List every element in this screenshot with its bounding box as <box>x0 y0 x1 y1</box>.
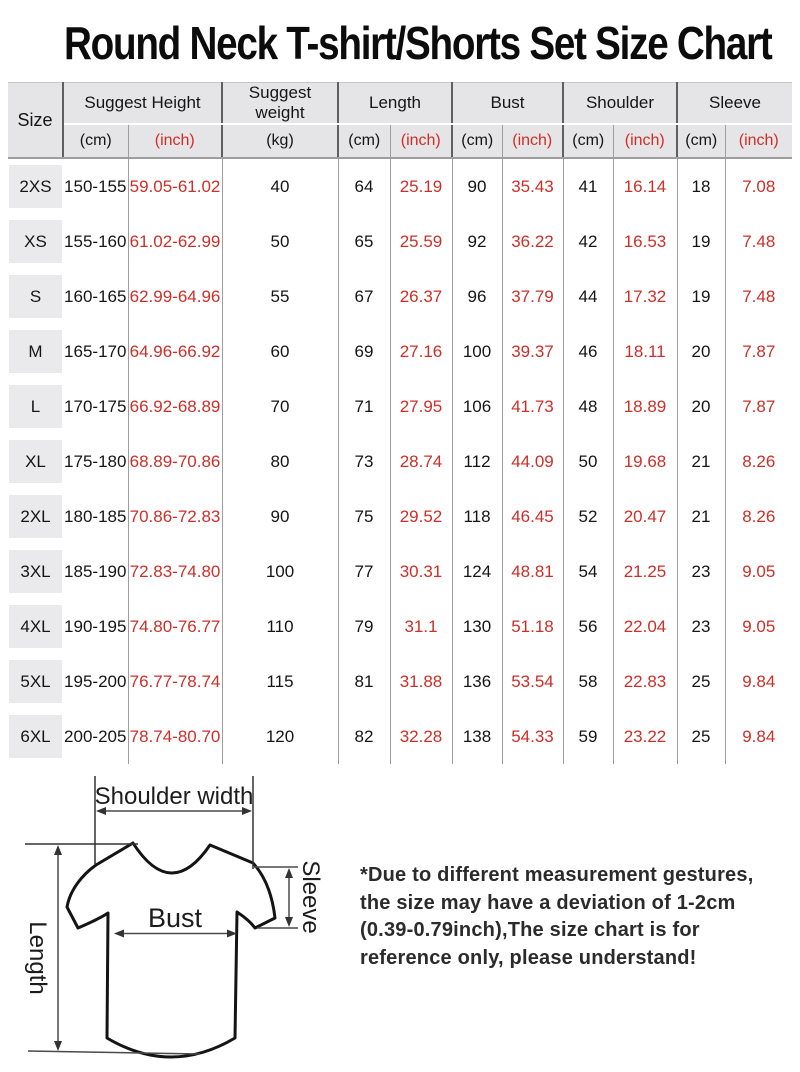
table-row <box>8 654 792 709</box>
value-cell: 39.37 <box>502 324 563 379</box>
table-row <box>8 434 792 489</box>
value-cell: 48.81 <box>502 544 563 599</box>
value-cell: 21 <box>677 489 725 544</box>
size-cell <box>8 709 63 764</box>
value-cell: 21.25 <box>613 544 677 599</box>
length-label: Length <box>24 921 51 995</box>
column-group-length: Length <box>338 83 452 125</box>
size-label: 4XL <box>9 605 62 648</box>
value-cell: 18.11 <box>613 324 677 379</box>
column-group-shoulder: Shoulder <box>563 83 677 125</box>
value-cell: 155-160 <box>64 231 127 251</box>
table-body <box>8 158 792 764</box>
value-cell: 112 <box>452 434 502 489</box>
sleeve-arrowhead-bottom <box>285 917 293 927</box>
value-cell: 9.05 <box>725 599 792 654</box>
size-label: XL <box>9 440 62 483</box>
value-cell: 9.05 <box>725 544 792 599</box>
unit-header: (inch) <box>613 124 677 158</box>
value-cell: 42 <box>563 214 613 269</box>
size-cell <box>8 379 63 434</box>
size-label: 2XL <box>9 495 62 538</box>
size-cell <box>8 599 63 654</box>
size-label: 6XL <box>9 715 62 758</box>
value-cell: 180-185 <box>64 506 127 526</box>
value-cell: 59.05-61.02 <box>128 158 222 214</box>
unit-header: (inch) <box>390 124 452 158</box>
value-cell: 73 <box>338 434 390 489</box>
value-cell: 44 <box>563 269 613 324</box>
value-cell: 30.31 <box>390 544 452 599</box>
size-table <box>8 82 792 764</box>
value-cell: 175-180 <box>64 451 127 471</box>
size-cell <box>8 434 63 489</box>
value-cell: 96 <box>452 269 502 324</box>
value-cell: 20 <box>677 379 725 434</box>
value-cell: 18 <box>677 158 725 214</box>
value-cell: 23.22 <box>613 709 677 764</box>
value-cell: 56 <box>563 599 613 654</box>
value-cell: 200-205 <box>64 726 127 746</box>
value-cell: 16.14 <box>613 158 677 214</box>
value-cell: 19.68 <box>613 434 677 489</box>
unit-header: (inch) <box>502 124 563 158</box>
value-cell: 26.37 <box>390 269 452 324</box>
value-cell: 67 <box>338 269 390 324</box>
table-row <box>8 379 792 434</box>
unit-header: (cm) <box>338 124 390 158</box>
size-label: 2XS <box>9 165 62 208</box>
size-label: 3XL <box>9 550 62 593</box>
value-cell: 71 <box>338 379 390 434</box>
value-cell: 9.84 <box>725 654 792 709</box>
value-cell: 55 <box>222 269 338 324</box>
units-row <box>8 124 792 158</box>
value-cell: 51.18 <box>502 599 563 654</box>
value-cell: 165-170 <box>64 341 127 361</box>
value-cell: 46.45 <box>502 489 563 544</box>
value-cell: 60 <box>222 324 338 379</box>
table-row <box>8 489 792 544</box>
value-cell: 68.89-70.86 <box>128 434 222 489</box>
value-cell: 44.09 <box>502 434 563 489</box>
value-cell: 9.84 <box>725 709 792 764</box>
value-cell: 190-195 <box>64 616 127 636</box>
table-row <box>8 158 792 214</box>
value-cell: 78.74-80.70 <box>128 709 222 764</box>
value-cell: 40 <box>222 158 338 214</box>
unit-header: (cm) <box>677 124 725 158</box>
value-cell: 36.22 <box>502 214 563 269</box>
value-cell: 8.26 <box>725 489 792 544</box>
table-row <box>8 709 792 764</box>
note-line: the size may have a deviation of 1-2cm <box>360 891 736 914</box>
size-label: S <box>9 275 62 318</box>
value-cell: 62.99-64.96 <box>128 269 222 324</box>
value-cell: 75 <box>338 489 390 544</box>
value-cell: 70.86-72.83 <box>128 489 222 544</box>
value-cell: 52 <box>563 489 613 544</box>
length-arrowhead-top <box>54 845 62 855</box>
value-cell: 170-175 <box>64 396 127 416</box>
value-cell: 17.32 <box>613 269 677 324</box>
value-cell: 80 <box>222 434 338 489</box>
bust-label: Bust <box>147 903 203 933</box>
value-cell: 25.59 <box>390 214 452 269</box>
value-cell: 64 <box>338 158 390 214</box>
value-cell: 100 <box>222 544 338 599</box>
value-cell: 32.28 <box>390 709 452 764</box>
unit-header: (inch) <box>128 124 222 158</box>
value-cell: 130 <box>452 599 502 654</box>
column-header-size: Size <box>8 83 63 159</box>
value-cell: 120 <box>222 709 338 764</box>
value-cell: 31.1 <box>390 599 452 654</box>
size-label: XS <box>9 220 62 263</box>
value-cell: 22.04 <box>613 599 677 654</box>
size-label: M <box>9 330 62 373</box>
value-cell: 25 <box>677 654 725 709</box>
value-cell: 110 <box>222 599 338 654</box>
value-cell: 59 <box>563 709 613 764</box>
value-cell: 92 <box>452 214 502 269</box>
sleeve-arrowhead-top <box>285 868 293 878</box>
value-cell: 79 <box>338 599 390 654</box>
value-cell: 20.47 <box>613 489 677 544</box>
value-cell: 54.33 <box>502 709 563 764</box>
column-group-suggest-height: Suggest Height <box>63 83 222 125</box>
table-row <box>8 269 792 324</box>
value-cell: 7.08 <box>725 158 792 214</box>
size-cell <box>8 158 63 214</box>
value-cell: 77 <box>338 544 390 599</box>
value-cell: 90 <box>222 489 338 544</box>
note-line: *Due to different measurement gestures, <box>360 864 754 886</box>
unit-header: (cm) <box>563 124 613 158</box>
value-cell: 46 <box>563 324 613 379</box>
value-cell: 41 <box>563 158 613 214</box>
value-cell: 118 <box>452 489 502 544</box>
value-cell: 115 <box>222 654 338 709</box>
value-cell: 65 <box>338 214 390 269</box>
value-cell: 21 <box>677 434 725 489</box>
value-cell: 7.87 <box>725 379 792 434</box>
unit-header: (cm) <box>452 124 502 158</box>
value-cell: 23 <box>677 544 725 599</box>
note-line: (0.39-0.79inch),The size chart is for <box>360 919 700 941</box>
value-cell: 7.48 <box>725 269 792 324</box>
tshirt-measurement-diagram <box>0 770 348 1072</box>
shoulder-width-label: Shoulder width <box>94 783 254 810</box>
size-cell <box>8 544 63 599</box>
value-cell: 61.02-62.99 <box>128 214 222 269</box>
disclaimer-note <box>348 770 790 1072</box>
page-title: Round Neck T-shirt/Shorts Set Size Chart <box>64 17 772 69</box>
column-group-bust: Bust <box>452 83 563 125</box>
bust-arrowhead-left <box>114 930 124 938</box>
sleeve-label: Sleeve <box>297 860 324 934</box>
value-cell: 54 <box>563 544 613 599</box>
value-cell: 31.88 <box>390 654 452 709</box>
value-cell: 195-200 <box>64 671 127 691</box>
value-cell: 50 <box>563 434 613 489</box>
value-cell: 18.89 <box>613 379 677 434</box>
size-label: 5XL <box>9 660 62 703</box>
value-cell: 48 <box>563 379 613 434</box>
value-cell: 53.54 <box>502 654 563 709</box>
value-cell: 25.19 <box>390 158 452 214</box>
value-cell: 185-190 <box>64 561 127 581</box>
value-cell: 19 <box>677 269 725 324</box>
value-cell: 72.83-74.80 <box>128 544 222 599</box>
value-cell: 16.53 <box>613 214 677 269</box>
value-cell: 35.43 <box>502 158 563 214</box>
unit-header: (cm) <box>63 124 128 158</box>
column-group-suggest-weight: Suggest weight <box>222 83 338 125</box>
size-cell <box>8 214 63 269</box>
value-cell: 106 <box>452 379 502 434</box>
value-cell: 7.48 <box>725 214 792 269</box>
table-row <box>8 214 792 269</box>
value-cell: 90 <box>452 158 502 214</box>
table-row <box>8 599 792 654</box>
size-cell <box>8 654 63 709</box>
value-cell: 76.77-78.74 <box>128 654 222 709</box>
value-cell: 136 <box>452 654 502 709</box>
value-cell: 29.52 <box>390 489 452 544</box>
value-cell: 100 <box>452 324 502 379</box>
table-header <box>8 83 792 159</box>
note-line: reference only, please understand! <box>360 946 697 969</box>
value-cell: 66.92-68.89 <box>128 379 222 434</box>
value-cell: 19 <box>677 214 725 269</box>
length-arrowhead-bottom <box>54 1041 62 1051</box>
size-cell <box>8 324 63 379</box>
value-cell: 41.73 <box>502 379 563 434</box>
unit-header: (kg) <box>222 124 338 158</box>
tshirt-outline <box>67 843 275 1057</box>
length-guide-bottom <box>28 1051 200 1054</box>
value-cell: 22.83 <box>613 654 677 709</box>
value-cell: 64.96-66.92 <box>128 324 222 379</box>
value-cell: 124 <box>452 544 502 599</box>
value-cell: 69 <box>338 324 390 379</box>
size-cell <box>8 269 63 324</box>
value-cell: 138 <box>452 709 502 764</box>
value-cell: 70 <box>222 379 338 434</box>
value-cell: 58 <box>563 654 613 709</box>
value-cell: 25 <box>677 709 725 764</box>
table-row <box>8 544 792 599</box>
value-cell: 7.87 <box>725 324 792 379</box>
value-cell: 160-165 <box>64 286 127 306</box>
unit-header: (inch) <box>725 124 792 158</box>
value-cell: 81 <box>338 654 390 709</box>
column-group-sleeve: Sleeve <box>677 83 792 125</box>
value-cell: 8.26 <box>725 434 792 489</box>
value-cell: 27.16 <box>390 324 452 379</box>
value-cell: 20 <box>677 324 725 379</box>
value-cell: 28.74 <box>390 434 452 489</box>
size-label: L <box>9 385 62 428</box>
value-cell: 37.79 <box>502 269 563 324</box>
table-row <box>8 324 792 379</box>
measurement-section <box>0 770 800 1072</box>
value-cell: 50 <box>222 214 338 269</box>
value-cell: 27.95 <box>390 379 452 434</box>
value-cell: 82 <box>338 709 390 764</box>
value-cell: 150-155 <box>64 176 127 196</box>
value-cell: 74.80-76.77 <box>128 599 222 654</box>
size-cell <box>8 489 63 544</box>
value-cell: 23 <box>677 599 725 654</box>
